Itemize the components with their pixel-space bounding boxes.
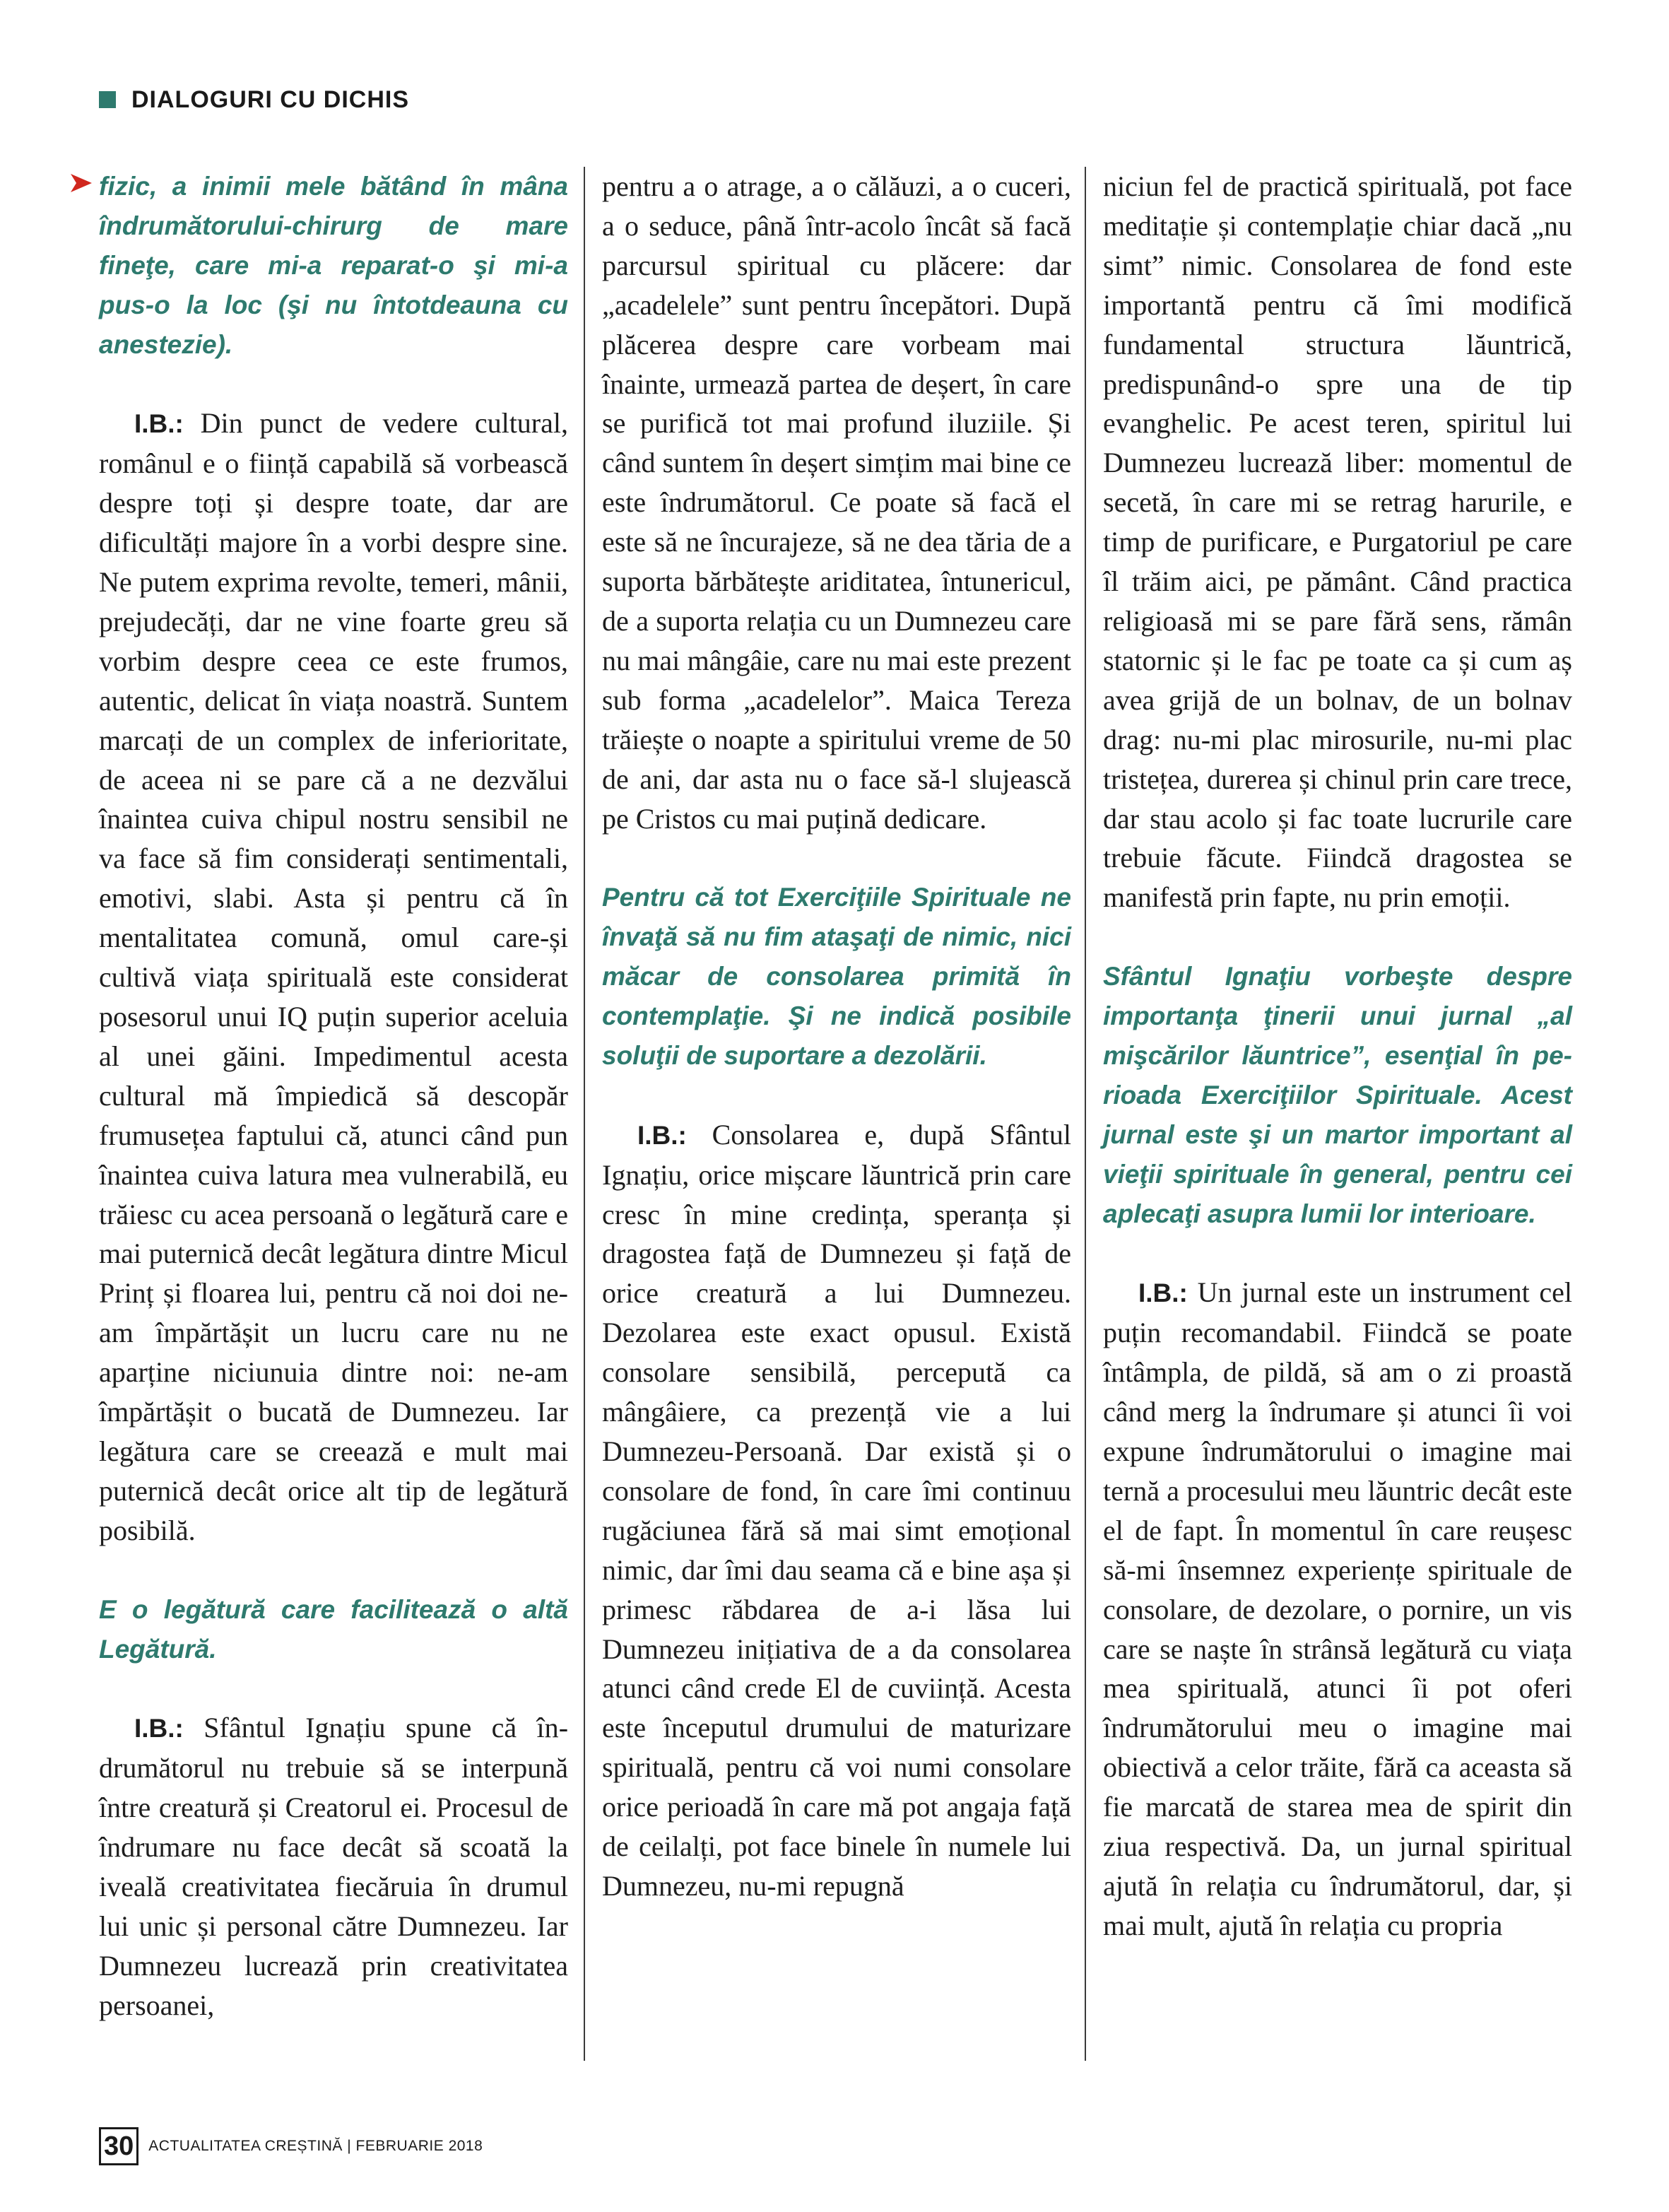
speaker-tag: I.B.: xyxy=(134,1714,184,1743)
interview-answer xyxy=(99,1708,568,2025)
answer-text: Sfântul Ignațiu spune că îndrumătorul nu trebuie să se interpună între creatură și Creatorul ei. Procesul de îndrumare nu face decât să scoată la iveală creativitatea fiecăruia în drumul lui unic și personal către Dumnezeu. Iar Dumnezeu lucrează prin creativitatea persoanei, xyxy=(99,1712,569,2021)
answer-continuation xyxy=(1103,167,1572,917)
issue-date: FEBRUARIE 2018 xyxy=(355,2138,483,2154)
question-text: Sfântul Ignaţiu vorbeşte despre importanţa ţinerii unui jurnal „al mişcărilor lăuntrice”, esenţial în perioada Exerciţiilor Spirituale. Acest jurnal este şi un martor important al vieţii spirituale în general, pentru cei aplecaţi asupra lumii lor interioare. xyxy=(1103,962,1572,1228)
continuation-arrow-icon xyxy=(69,171,93,195)
answer-continuation xyxy=(602,167,1071,838)
section-header xyxy=(99,83,409,116)
answer-text: Din punct de vedere cultural, românul e o ființă capabilă să vorbească despre toți și despre toate, dar are dificultăți majore în a vorbi despre sine. Ne putem exprima revolte, temeri, mânii, prejudecăți, dar ne vine foarte greu să vorbim despre ceea ce este frumos, autentic, delicat în viața noastră. Suntem marcați de un complex de inferioritate, de aceea ni se pare că a ne dezvălui înaintea cuiva chipul nostru sensibil ne va face să fim considerați sentimentali, emotivi, slabi. Asta și pentru că în mentalitatea comună, omul care-și cultivă viața spirituală este considerat posesorul unui IQ puțin superior aceluia al unei găini. Impedimentul acesta cultural mă împiedică să descopăr frumusețea faptului că, atunci când pun înaintea cuiva latura mea vulnerabilă, eu trăiesc cu acea persoană o legătură care e mai puternică decât legătura dintre Micul Prinț și floarea lui, pentru că noi doi ne-am împărtășit un lucru care nu ne aparține niciunuia dintre noi: ne-am împărtășit o bucată de Dumnezeu. Iar legătura care se creează e mult mai puternică decât orice alt tip de legătură posibilă. xyxy=(99,407,568,1546)
column-divider xyxy=(1085,167,1086,2061)
page-number: 30 xyxy=(99,2127,138,2165)
text-column-3 xyxy=(1103,167,1572,2061)
speaker-tag: I.B.: xyxy=(134,409,184,439)
publication-info xyxy=(148,2138,483,2155)
speaker-tag: I.B.: xyxy=(637,1120,687,1150)
answer-text: pentru a o atrage, a o călăuzi, a o cuceri, a o seduce, până într-acolo încât să facă parcursul spiritual cu plăcere: dar „acadelele” sunt pentru începători. După plăcerea despre care vorbeam mai înainte, urmează partea de deșert, în care se purifică tot mai profund iluziile. Și când suntem în deșert simțim mai bine ce este îndrumătorul. Ce poate să facă el este să ne încurajeze, să ne dea tăria de a suporta bărbătește ariditatea, întunericul, de a suporta relația cu un Dumnezeu care nu mai mângâie, care nu mai este prezent sub forma „acadelelor”. Maica Tereza trăiește o noapte a spiritului vreme de 50 de ani, dar asta nu o face să-l slujească pe Cristos cu mai puțină dedicare. xyxy=(602,170,1071,835)
column-divider xyxy=(584,167,585,2061)
interview-answer xyxy=(1103,1273,1572,1945)
interview-question xyxy=(99,1590,568,1669)
answer-text: niciun fel de practică spirituală, pot face meditație și contemplație chiar dacă „nu simt” nimic. Consolarea de fond este importantă pentru că îmi modifică fundamental structura lăuntrică, predispunând-o spre una de tip evanghelic. Pe acest teren, spiritul lui Dumnezeu lucrează liber: momentul de secetă, în care mi se retrag harurile, e timp de purificare, e Purgatoriul pe care îl trăim aici, pe pământ. Când practica religioasă mi se pare fără sens, rămân statornic și le fac pe toate ca și cum aș avea grijă de un bolnav, de un bolnav drag: nu-mi plac mirosurile, nu-mi plac tristețea, durerea și chinul prin care trece, dar stau acolo și fac toate lucrurile care trebuie făcute. Fiindcă dragostea se manifestă prin fapte, nu prin emoții. xyxy=(1103,170,1572,914)
section-title: DIALOGURI CU DICHIS xyxy=(131,86,409,113)
interview-answer xyxy=(99,404,568,1550)
question-text: fizic, a inimii mele bătând în mâna îndrumătorului-chirurg de mare fineţe, care mi-a reparat-o şi mi-a pus-o la loc (şi nu întotdeauna cu anestezie). xyxy=(99,172,568,359)
footer-separator: | xyxy=(347,2138,352,2154)
interview-question xyxy=(1103,957,1572,1233)
text-column-2 xyxy=(602,167,1071,2061)
interview-question xyxy=(99,167,568,365)
text-column-1 xyxy=(99,167,568,2061)
answer-text: Un jurnal este un instrument cel puțin recomandabil. Fiindcă se poate întâmpla, de pildă, să am o zi proastă când merg la îndrumare și atunci îi voi expune îndrumătorului o imagine mai ternă a procesului meu lăuntric decât este el de fapt. În momentul în care reușesc să-mi însemnez experiențe spirituale de consolare, de dezolare, o pornire, un vis care se naște în strânsă legătură cu viața mea spirituală, atunci îi pot oferi îndrumătorului meu o imagine mai obiectivă a celor trăite, fără ca aceasta să fie marcată de starea mea de spirit din ziua respectivă. Da, un jurnal spiritual ajută în relația cu îndrumătorul, dar, și mai mult, ajută în relația cu propria xyxy=(1103,1276,1572,1941)
interview-answer xyxy=(602,1115,1071,1906)
question-text: E o legătură care facilitează o altă Legătură. xyxy=(99,1594,568,1664)
page-footer xyxy=(99,2127,483,2165)
publication-name: ACTUALITATEA CREȘTINĂ xyxy=(148,2138,343,2154)
answer-text: Consolarea e, după Sfântul Ignațiu, orice mișcare lăuntrică prin care cresc în mine credința, speranța și dragostea față de Dumnezeu și față de orice creatură a lui Dumnezeu. Dezolarea este exact opusul. Există consolare sensibilă, percepută ca mângâiere, ca prezență vie a lui Dumnezeu-Persoană. Dar există și o consolare de fond, în care îmi continuu rugăciunea fără să mai simt emoțional nimic, dar îmi dau seama că e bine așa și primesc răbdarea de a-i lăsa lui Dumnezeu inițiativa de a da consolarea atunci când crede El de cuviință. Acesta este începutul drumului de maturizare spirituală, pentru că voi numi consolare orice perioadă în care mă pot angaja față de ceilalți, pot face binele în numele lui Dumnezeu, nu-mi repugnă xyxy=(602,1118,1071,1902)
speaker-tag: I.B.: xyxy=(1138,1278,1188,1308)
interview-question xyxy=(602,878,1071,1076)
section-marker-square xyxy=(99,91,116,108)
question-text: Pentru că tot Exerciţiile Spirituale ne învaţă să nu fim ataşaţi de nimic, nici măcar de consolarea primită în contemplaţie. Şi ne indică posibile soluţii de suportare a dezolării. xyxy=(602,883,1071,1070)
